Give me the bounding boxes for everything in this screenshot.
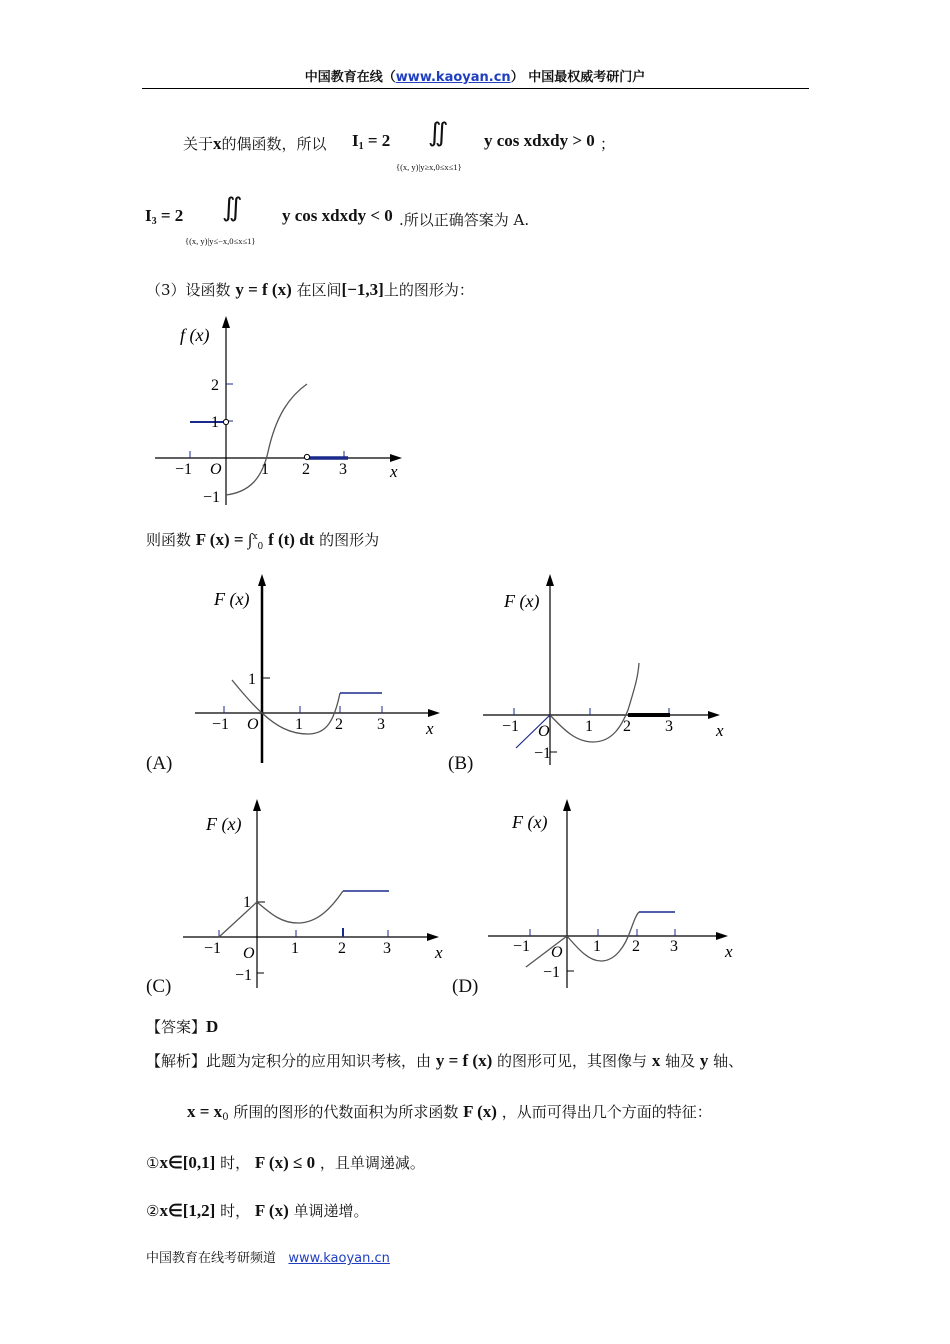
graph-option-b <box>478 570 738 770</box>
axis-label: −1 <box>534 745 552 762</box>
axis-label: −1 <box>204 940 222 957</box>
axis-label: −1 <box>212 716 230 733</box>
axis-label: O <box>551 944 563 961</box>
line1-end: ； <box>600 135 616 153</box>
axis-label: 3 <box>383 940 391 957</box>
axis-label: 2 <box>632 938 640 955</box>
axis-label: O <box>243 945 255 962</box>
graph-mark <box>708 711 720 719</box>
line1-region: {(x, y)|y≥x,0≤x≤1} <box>396 162 462 172</box>
line1-integral: ∬ <box>428 118 449 147</box>
line1-lhs: $I_1 = 2$ <box>352 131 391 152</box>
graph-mark <box>546 574 554 586</box>
f-xlabel: x <box>390 462 398 481</box>
f-label-1: 1 <box>211 414 219 431</box>
graph-mark <box>253 799 261 811</box>
axis-label: 1 <box>291 940 299 957</box>
answer-value: D <box>206 1017 219 1036</box>
f-label-xm1: −1 <box>175 461 193 478</box>
axis-label: x <box>716 721 724 740</box>
f-label-x1: 1 <box>261 461 269 478</box>
line1-text: 关于x的偶函数，所以 <box>183 134 327 153</box>
footer-link[interactable]: www.kaoyan.cn <box>288 1251 390 1266</box>
line1-integrand: y cos xdxdy > 0 <box>484 131 595 150</box>
f-label-x3: 3 <box>339 461 347 478</box>
graph-mark <box>428 709 440 717</box>
header-rule <box>142 88 809 89</box>
f-y-arrow <box>222 316 230 328</box>
option-a-tag: (A) <box>146 753 173 774</box>
page-header <box>0 66 950 85</box>
axis-label: 3 <box>665 718 673 735</box>
item-1: ①x∈[0,1] 时， F (x) ≤ 0 ，且单调递减。 <box>146 1153 425 1172</box>
graph-f <box>150 310 410 515</box>
axis-label: 1 <box>585 718 593 735</box>
line2-end: .所以正确答案为 A. <box>399 211 530 229</box>
graph-mark <box>427 933 439 941</box>
graph-mark <box>257 891 343 923</box>
axis-label: 1 <box>593 938 601 955</box>
axis-label: 3 <box>670 938 678 955</box>
f-label-2: 2 <box>211 377 219 394</box>
axis-label: x <box>435 943 443 962</box>
footer-text: 中国教育在线考研频道 <box>146 1251 277 1266</box>
option-b-tag: (B) <box>448 753 474 774</box>
axis-label: 1 <box>243 894 251 911</box>
graph-option-a <box>190 570 450 770</box>
axis-label: 2 <box>338 940 346 957</box>
answer-label: 【答案】 <box>146 1018 207 1036</box>
axis-label: F (x) <box>504 591 540 611</box>
line2-region: {(x, y)|y≤−x,0≤x≤1} <box>185 236 256 246</box>
then-line: 则函数 F (x) = ∫$^x_0$ f (t) dt 的图形为 <box>146 530 380 552</box>
answer-line <box>146 1016 218 1037</box>
axis-label: F (x) <box>206 814 242 834</box>
axis-label: F (x) <box>214 589 250 609</box>
graph-mark <box>219 902 257 937</box>
axis-label: x <box>426 719 434 738</box>
header-link[interactable]: www.kaoyan.cn <box>395 70 511 85</box>
f-curve <box>226 384 307 495</box>
f-ylabel: f (x) <box>180 325 210 345</box>
axis-label: 2 <box>335 716 343 733</box>
graph-mark <box>258 574 266 586</box>
graph-option-c <box>180 795 450 995</box>
axis-label: 1 <box>248 671 256 688</box>
option-c-tag: (C) <box>146 976 172 997</box>
f-label-o: O <box>210 461 222 478</box>
axis-label: −1 <box>513 938 531 955</box>
f-label-m1: −1 <box>203 489 221 506</box>
page-footer <box>146 1247 390 1266</box>
f-x-arrow <box>390 454 402 462</box>
axis-label: O <box>247 716 259 733</box>
f-label-x2: 2 <box>302 461 310 478</box>
axis-label: −1 <box>543 964 561 981</box>
axis-label: −1 <box>502 718 520 735</box>
graph-option-d <box>483 795 748 995</box>
line2-lhs: $I_3 = 2$ <box>145 206 184 227</box>
graph-mark <box>563 799 571 811</box>
option-d-tag: (D) <box>452 976 479 997</box>
item-2: ②x∈[1,2] 时， F (x) 单调递增。 <box>146 1201 369 1220</box>
f-open-point-2 <box>304 454 309 459</box>
graph-mark <box>716 932 728 940</box>
header-title-right: ） 中国最权威考研门户 <box>510 70 646 85</box>
axis-label: 1 <box>295 716 303 733</box>
axis-label: x <box>725 942 733 961</box>
x0-line: $x = x_0$ 所围的图形的代数面积为所求函数 F (x) ，从而可得出几个方面的特征： <box>187 1102 712 1123</box>
axis-label: −1 <box>235 967 253 984</box>
analysis-line: 【解析】此题为定积分的应用知识考核，由 y = f (x) 的图形可见，其图像与 x 轴及 y 轴、 <box>146 1051 744 1070</box>
axis-label: O <box>538 723 550 740</box>
f-open-point-0 <box>223 419 228 424</box>
q3-line: （3）设函数 y = f (x) 在区间[−1,3]上的图形为： <box>146 280 474 299</box>
axis-label: 2 <box>623 718 631 735</box>
line2-integral: ∬ <box>222 193 243 222</box>
line2-integrand: y cos xdxdy < 0 <box>282 206 393 225</box>
header-title-left: 中国教育在线（ <box>304 70 396 85</box>
axis-label: F (x) <box>512 812 548 832</box>
axis-label: 3 <box>377 716 385 733</box>
